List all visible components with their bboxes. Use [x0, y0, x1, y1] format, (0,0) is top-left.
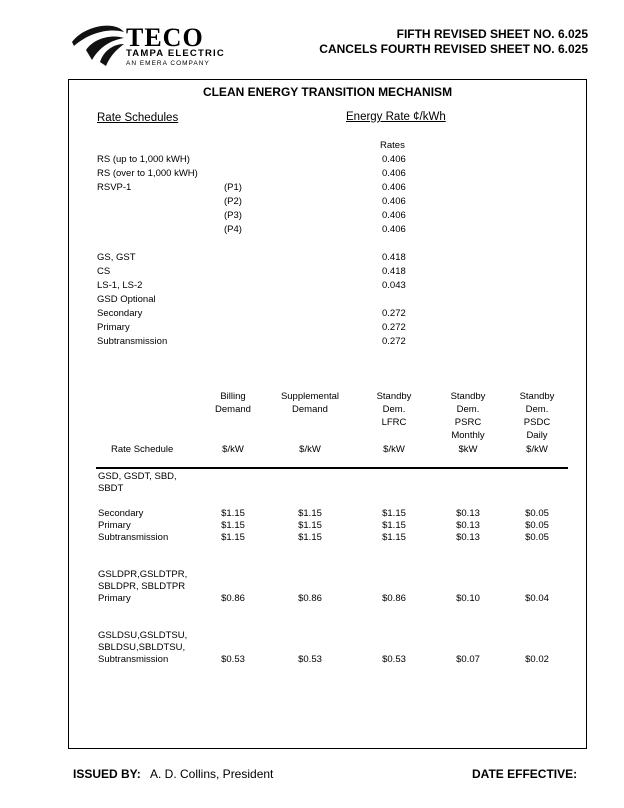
table-cell: $0.86 [382, 593, 406, 604]
table-cell: $1.15 [221, 508, 245, 519]
rate-schedule-name: GSD Optional [97, 294, 156, 305]
rates-label: Rates [380, 140, 405, 151]
table-cell: $1.15 [382, 532, 406, 543]
issued-by-value: A. D. Collins, President [150, 767, 274, 781]
table-cell: $0.05 [525, 508, 549, 519]
energy-rate-value: 0.406 [382, 196, 406, 207]
group-title: SBDT [98, 483, 124, 494]
group-title: GSLDPR,GSLDTPR, [98, 569, 188, 580]
rate-schedule-name: RS (over to 1,000 kWH) [97, 168, 198, 179]
energy-rate-value: 0.272 [382, 336, 406, 347]
group-title: SBLDPR, SBLDTPR [98, 581, 186, 592]
table-cell: $1.15 [298, 508, 322, 519]
table-cell: $0.86 [298, 593, 322, 604]
rate-schedule-name: GS, GST [97, 252, 136, 263]
energy-rate-header: Energy Rate ¢/kWh [346, 111, 446, 123]
column-header-text: LFRC [381, 417, 407, 428]
energy-rate-value: 0.418 [382, 266, 406, 277]
column-header-text: Dem. [382, 404, 406, 415]
table-cell: $0.04 [525, 593, 549, 604]
rate-period: (P2) [224, 196, 242, 207]
rate-schedule-name: RSVP-1 [97, 182, 132, 193]
table-cell: $0.53 [382, 654, 406, 665]
column-unit: $/kW [299, 444, 321, 455]
column-header-text: Supplemental [280, 391, 340, 402]
column-unit: $/kW [383, 444, 405, 455]
document-title: CLEAN ENERGY TRANSITION MECHANISM [202, 85, 453, 99]
energy-rate-value: 0.272 [382, 322, 406, 333]
table-cell: $0.10 [456, 593, 480, 604]
column-header-text: Standby [519, 391, 555, 402]
table-cell: $0.07 [456, 654, 480, 665]
table-cell: $0.13 [456, 520, 480, 531]
energy-rate-value: 0.406 [382, 210, 406, 221]
column-header-text: Standby [450, 391, 486, 402]
rate-schedule-name: LS-1, LS-2 [97, 280, 143, 291]
table-cell: $0.05 [525, 520, 549, 531]
table-row-label: Primary [98, 593, 131, 604]
table-cell: $0.05 [525, 532, 549, 543]
energy-rate-value: 0.406 [382, 154, 406, 165]
column-unit: $kW [458, 444, 478, 455]
column-unit: $/kW [526, 444, 548, 455]
energy-rate-value: 0.406 [382, 168, 406, 179]
rate-schedule-name: Primary [97, 322, 130, 333]
group-title: GSD, GSDT, SBD, [98, 471, 177, 482]
rate-period: (P4) [224, 224, 242, 235]
column-header-text: Daily [526, 430, 548, 441]
rate-period: (P1) [224, 182, 242, 193]
column-header-text: PSDC [523, 417, 551, 428]
sheet-cancels: CANCELS FOURTH REVISED SHEET NO. 6.025 [319, 42, 588, 56]
rate-schedule-name: CS [97, 266, 111, 277]
group-title: GSLDSU,GSLDTSU, [98, 630, 188, 641]
column-header-text: Demand [215, 404, 251, 415]
column-header-text: Demand [292, 404, 328, 415]
table-cell: $1.15 [382, 520, 406, 531]
table-cell: $0.13 [456, 508, 480, 519]
teco-swoosh-icon [70, 22, 126, 66]
column-header-text: Monthly [451, 430, 485, 441]
column-unit: $/kW [222, 444, 244, 455]
logo-subtitle: TAMPA ELECTRIC [126, 48, 225, 59]
column-header-text: PSRC [454, 417, 482, 428]
column-header-text: Dem. [525, 404, 549, 415]
table-cell: $1.15 [298, 532, 322, 543]
energy-rate-value: 0.043 [382, 280, 406, 291]
group-title: SBLDSU,SBLDTSU, [98, 642, 186, 653]
table-cell: $1.15 [382, 508, 406, 519]
energy-rate-value: 0.272 [382, 308, 406, 319]
table-row-label: Primary [98, 520, 131, 531]
rate-schedule-label: Rate Schedule [111, 444, 174, 455]
column-header-text: Dem. [456, 404, 480, 415]
table-cell: $0.53 [221, 654, 245, 665]
table-row-label: Secondary [98, 508, 144, 519]
column-header-text: Billing [220, 391, 246, 402]
table-row-label: Subtransmission [98, 654, 169, 665]
date-effective-label: DATE EFFECTIVE: [472, 767, 578, 781]
issued-by-label: ISSUED BY: [73, 767, 141, 781]
logo-tagline: AN EMERA COMPANY [126, 60, 210, 67]
rate-period: (P3) [224, 210, 242, 221]
rate-schedule-name: Secondary [97, 308, 143, 319]
energy-rate-value: 0.406 [382, 182, 406, 193]
header-divider [96, 467, 568, 469]
logo-wordmark: TECO [126, 23, 204, 52]
table-cell: $0.02 [525, 654, 549, 665]
sheet-number: FIFTH REVISED SHEET NO. 6.025 [396, 27, 588, 41]
energy-rate-value: 0.418 [382, 252, 406, 263]
rate-schedules-header: Rate Schedules [97, 112, 179, 124]
table-cell: $1.15 [221, 520, 245, 531]
rate-schedule-name: Subtransmission [97, 336, 168, 347]
energy-rate-value: 0.406 [382, 224, 406, 235]
rate-schedule-name: RS (up to 1,000 kWH) [97, 154, 190, 165]
table-cell: $1.15 [221, 532, 245, 543]
table-cell: $0.86 [221, 593, 245, 604]
table-cell: $0.53 [298, 654, 322, 665]
table-row-label: Subtransmission [98, 532, 169, 543]
column-header-text: Standby [376, 391, 412, 402]
table-cell: $0.13 [456, 532, 480, 543]
table-cell: $1.15 [298, 520, 322, 531]
